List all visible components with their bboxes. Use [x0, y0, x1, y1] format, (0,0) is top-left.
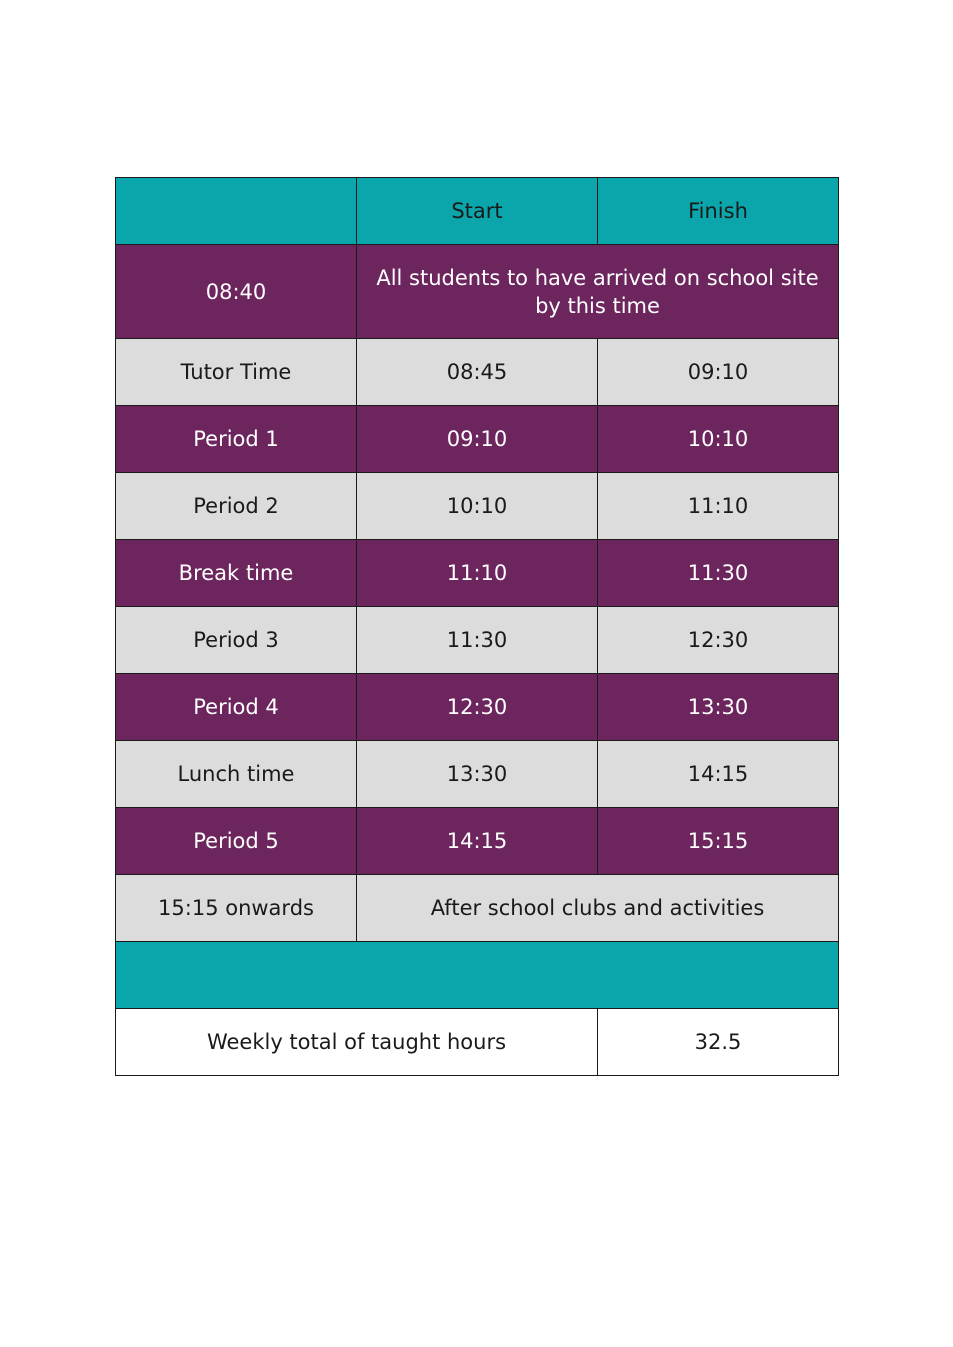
- row-start: 08:45: [357, 339, 598, 406]
- row-start: 14:15: [357, 808, 598, 875]
- row-finish: 09:10: [598, 339, 839, 406]
- row-start: 10:10: [357, 473, 598, 540]
- row-start: 09:10: [357, 406, 598, 473]
- table-row: [116, 406, 839, 473]
- row-finish: 11:10: [598, 473, 839, 540]
- header-finish: Finish: [598, 178, 839, 245]
- row-start: 11:30: [357, 607, 598, 674]
- row-start: 11:10: [357, 540, 598, 607]
- row-start: 13:30: [357, 741, 598, 808]
- row-finish: 10:10: [598, 406, 839, 473]
- total-label: Weekly total of taught hours: [116, 1009, 598, 1076]
- row-start: 12:30: [357, 674, 598, 741]
- table-row: [116, 741, 839, 808]
- row-label: Period 4: [116, 674, 357, 741]
- header-row: [116, 178, 839, 245]
- row-label: Break time: [116, 540, 357, 607]
- table-row: [116, 674, 839, 741]
- table-row: [116, 607, 839, 674]
- after-school-row: [116, 875, 839, 942]
- row-finish: 14:15: [598, 741, 839, 808]
- row-label: Lunch time: [116, 741, 357, 808]
- table-row: [116, 540, 839, 607]
- after-school-label: 15:15 onwards: [116, 875, 357, 942]
- row-label: Tutor Time: [116, 339, 357, 406]
- school-day-timetable: [115, 177, 839, 1076]
- table-row: [116, 808, 839, 875]
- header-start: Start: [357, 178, 598, 245]
- total-row: [116, 1009, 839, 1076]
- arrival-note: All students to have arrived on school site by this time: [357, 245, 839, 339]
- row-finish: 12:30: [598, 607, 839, 674]
- row-finish: 15:15: [598, 808, 839, 875]
- row-label: Period 5: [116, 808, 357, 875]
- row-finish: 11:30: [598, 540, 839, 607]
- table-row: [116, 473, 839, 540]
- table-row: [116, 339, 839, 406]
- header-empty-cell: [116, 178, 357, 245]
- row-label: Period 3: [116, 607, 357, 674]
- total-value: 32.5: [598, 1009, 839, 1076]
- arrival-row: [116, 245, 839, 339]
- spacer-cell: [116, 942, 839, 1009]
- row-label: Period 2: [116, 473, 357, 540]
- spacer-row: [116, 942, 839, 1009]
- arrival-time: 08:40: [116, 245, 357, 339]
- row-finish: 13:30: [598, 674, 839, 741]
- row-label: Period 1: [116, 406, 357, 473]
- after-school-note: After school clubs and activities: [357, 875, 839, 942]
